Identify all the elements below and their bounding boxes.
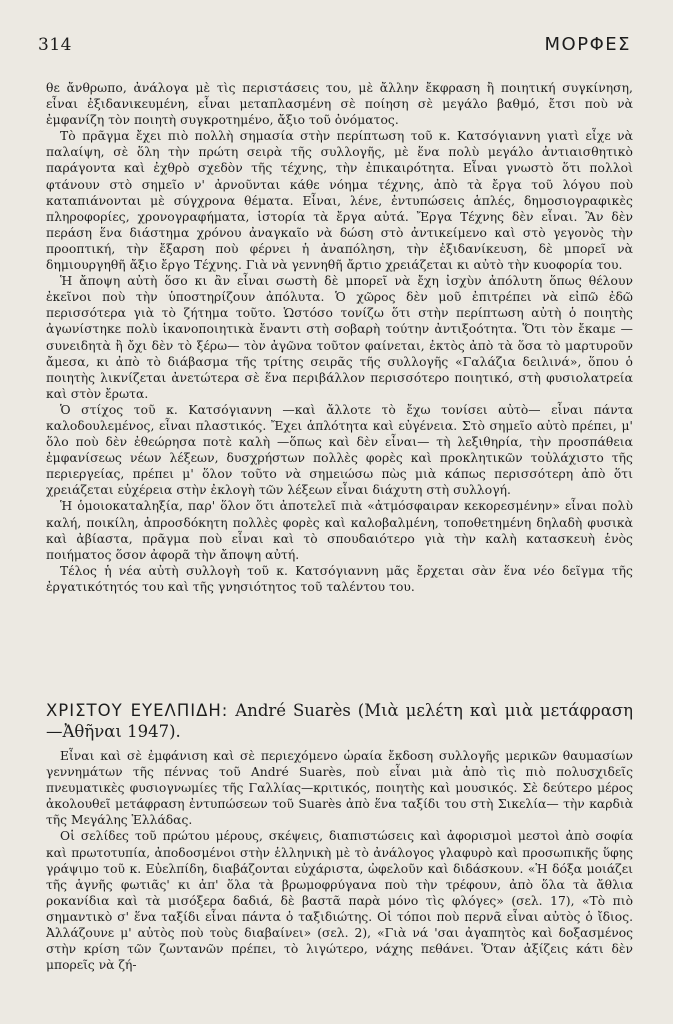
paragraph: Τὸ πρᾶγμα ἔχει πιὸ πολλὴ σημασία στὴν περίπτωση τοῦ κ. Κατσόγιαννη γιατὶ εἶχε νὰ παλαίψη, σὲ ὅλη τὴν πρώτη σειρὰ τῆς συλλογῆς, μὲ ἕνα πολὺ μεγάλο ἀντιαισθητικὸ παράγοντα καὶ ἐχθρὸ σχεδὸν τῆς τέχνης, τὴν ἐπικαιρότητα. Εἶναι γνωστὸ ὅτι πολλοὶ φτάνουν στὸ σημεῖο ν' ἀρνοῦνται κάθε νόημα τέχνης, ἀπὸ τὰ ἔργα τοῦ λόγου ποὺ καταπιάνονται μὲ σύγχρονα θέματα. Εἶναι, λένε, ἐντυπώσεις ἁπλές, δημοσιογραφικὲς πληροφορίες, χρονογραφήματα, ἱστορία τὰ ἔργα αὐτά. Ἔργα Τέχνης δὲν εἶναι. Ἂν δὲν περάση ἕνα διάστημα χρόνου ἀναγκαῖο νὰ δώση στὸ ἀντικείμενο καὶ στὸ γεγονὸς τὴν προοπτική, τὴν ἔξαρση ποὺ φέρνει ἡ ἀναπόληση, τὴν ἐξιδανίκευση, δὲ μπορεῖ νὰ δημιουργηθῆ ἄξιο ἔργο Τέχνης. Γιὰ νὰ γεννηθῆ ἄρτιο χρειάζεται κι αὐτὸ τὴν κυοφορία του. bbox=[46, 129, 633, 273]
page-header bbox=[38, 34, 631, 55]
paragraph: Εἶναι καὶ σὲ ἐμφάνιση καὶ σὲ περιεχόμενο ὡραία ἔκδοση συλλογῆς μερικῶν θαυμασίων γεννημάτων τῆς πέννας τοῦ André Suarès, ποὺ εἶναι μιὰ ἀπὸ τὶς πιὸ πολυσχιδεῖς πνευματικὲς φυσιογνωμίες τῆς Γαλλίας—κριτικός, ποιητὴς καὶ μουσικός. Σὲ δεύτερο μέρος ἀκολουθεῖ μετάφραση ἐντυπώσεων τοῦ Suarès ἀπὸ ἕνα ταξίδι του στὴ Σικελία— τὴν καρδιὰ τῆς Μεγάλης Ἑλλάδας. bbox=[46, 749, 633, 828]
running-title: ΜΟΡΦΕΣ bbox=[544, 34, 631, 55]
review-author: ΧΡΙΣΤΟΥ ΕΥΕΛΠΙΔΗ: bbox=[46, 701, 229, 720]
review-heading bbox=[46, 700, 633, 742]
page-number: 314 bbox=[38, 35, 72, 55]
book-review bbox=[46, 700, 633, 973]
paragraph: Ἡ ὁμοιοκαταληξία, παρ' ὅλον ὅτι ἀποτελεῖ πιὰ «ἀτμόσφαιραν κεκορεσμένην» εἶναι πολὺ καλή, ποικίλη, ἀπροσδόκητη πολλὲς φορὲς καὶ καλοβαλμένη, τοποθετημένη δηλαδὴ φυσικὰ καὶ ἀβίαστα, πρᾶγμα ποὺ εἶναι καὶ τὸ σπουδαιότερο γιὰ τὴν καλὴ κατασκευὴ ἑνὸς ποιήματος ὅσον ἀφορᾶ τὴν ἄποψη αὐτή. bbox=[46, 499, 633, 562]
paragraph: Οἱ σελίδες τοῦ πρώτου μέρους, σκέψεις, διαπιστώσεις καὶ ἀφορισμοὶ μεστοὶ ἀπὸ σοφία καὶ πρωτοτυπία, ἀποδοσμένοι στὴν ἑλληνικὴ μὲ τὸ ἀνάλογος γλαφυρὸ καὶ προσωπικῆς ὕφης γράψιμο τοῦ κ. Εὐελπίδη, διαβάζονται εὐχάριστα, ὠφελοῦν καὶ διδάσκουν. «Ἡ δόξα μοιάζει τῆς ἁγνῆς φωτιᾶς' κι ἀπ' ὅλα τὰ βρωμοφρύγανα ποὺ τὴν τρέφουν, ἀπὸ ὅλα τὰ ἄθλια ροκανίδια καὶ τὰ μισόξερα δαδιά, δὲ βαστᾶ παρὰ μόνο τὶς φλόγες» (σελ. 17), «Τὸ πιὸ σημαντικὸ σ' ἕνα ταξίδι εἶναι πάντα ὁ ταξιδιώτης. Οἱ τόποι ποὺ περνᾶ εἶναι αὐτὸς ὁ ἴδιος. Ἀλλάζουνε μ' αὐτὸς ποὺ τοὺς διαβαίνει» (σελ. 2), «Γιὰ νά 'σαι ἀγαπητὸς καὶ δοξασμένος στὴν κρίση τῶν ζωντανῶν πρέπει, τὸ λιγώτερο, νάχης πεθάνει. Ὅταν ἀξίζεις κάτι δὲν μπορεῖς νὰ ζή- bbox=[46, 829, 633, 973]
paragraph: Ὁ στίχος τοῦ κ. Κατσόγιαννη —καὶ ἄλλοτε τὸ ἔχω τονίσει αὐτὸ— εἶναι πάντα καλοδουλεμένος, εἶναι πλαστικός. Ἔχει ἁπλότητα καὶ εὐγένεια. Στὸ σημεῖο αὐτὸ πρέπει, μ' ὅλο ποὺ δὲν ἐθεώρησα ποτὲ καλὴ —ὅπως καὶ δὲν εἶναι— τὴ λεξιθηρία, τὴν προσπάθεια ἐμφανίσεως νέων λέξεων, δυσχρήστων πολλὲς φορὲς καὶ προκλητικῶν τοὐλάχιστο τῆς περιεργείας, πρέπει μ' ὅλον τοῦτο νὰ σημειώσω πὼς μιὰ κάπως περισσότερη ἀπὸ ὅτι χρειάζεται εὐχέρεια στὴν ἐκλογὴ τῶν λέξεων εἶναι διάχυτη στὴ συλλογή. bbox=[46, 402, 633, 498]
paragraph: Τέλος ἡ νέα αὐτὴ συλλογὴ τοῦ κ. Κατσόγιαννη μᾶς ἔρχεται σὰν ἕνα νέο δεῖγμα τῆς ἐργατικότητός του καὶ τῆς γνησιότητος τοῦ ταλέντου του. bbox=[46, 563, 633, 594]
review-title: André Suarès (Μιὰ μελέτη καὶ μιὰ μετάφραση—Ἀθῆναι 1947). bbox=[46, 701, 633, 741]
paragraph: Ἡ ἄποψη αὐτὴ ὅσο κι ἂν εἶναι σωστὴ δὲ μπορεῖ νὰ ἔχη ἰσχὺν ἀπόλυτη ὅπως θέλουν ἐκεῖνοι ποὺ τὴν ὑποστηρίζουν ἀπόλυτα. Ὁ χῶρος δὲν μοῦ ἐπιτρέπει νὰ εἰπῶ ἐδῶ περισσότερα γιὰ τὸ ζήτημα τοῦτο. Ὡστόσο τονίζω ὅτι στὴν περίπτωση αὐτὴ ὁ ποιητὴς ἀγωνίστηκε πολὺ ἱκανοποιητικὰ ἔναντι στὴ σοβαρὴ τούτην ἀντιξοότητα. Ὅτι τὸν ἔκαμε —συνειδητὰ ἢ ὄχι δὲν τὸ ξέρω— τὸν ἀγῶνα τοῦτον φαίνεται, ἐκτὸς ἀπὸ τὰ ὅσα τὸ μαρτυροῦν ἄμεσα, κι ἀπὸ τὸ διάβασμα τῆς τρίτης σειρᾶς τῆς συλλογῆς «Γαλάζια δειλινά», ὅπου ὁ ποιητὴς λικνίζεται ἀνετώτερα σὲ ἕνα περιβάλλον περισσότερο ποιητικό, στὴ φυσιολατρεία καὶ στὸν ἔρωτα. bbox=[46, 274, 633, 401]
article-body bbox=[46, 80, 633, 595]
paragraph: θε ἄνθρωπο, ἀνάλογα μὲ τὶς περιστάσεις του, μὲ ἄλλην ἔκφραση ἢ ποιητική συγκίνηση, εἶναι ἐξιδανικευμένη, εἶναι μεταπλασμένη σὲ ποίηση σὲ μεγάλο βαθμό, ἔτσι ποὺ νὰ ἐμφανίζη τὸν ποιητὴ συγκροτημένο, ἄξιο τοῦ ὀνόματος. bbox=[46, 81, 633, 128]
